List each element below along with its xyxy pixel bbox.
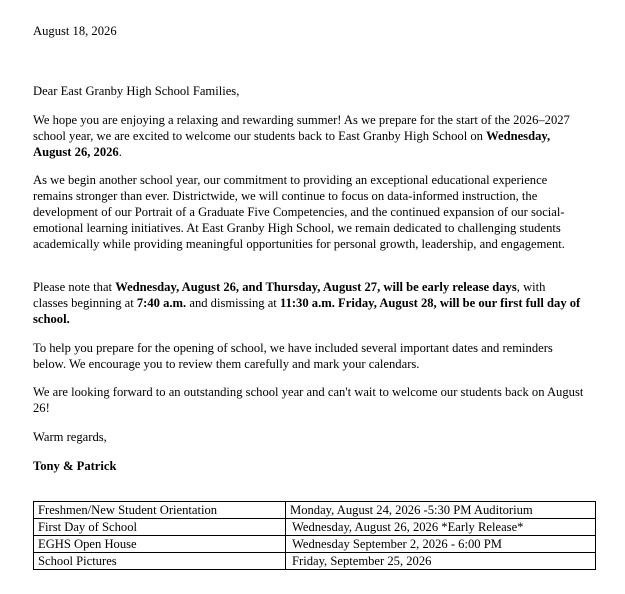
table-row [34, 519, 596, 536]
letter-date: August 18, 2026 [33, 24, 117, 38]
paragraph-closing-note: We are looking forward to an outstanding school year and can't wait to welcome our students back on August 26! [33, 385, 584, 415]
signature [33, 458, 593, 474]
event-name: First Day of School [34, 519, 286, 536]
intro-text: We hope you are enjoying a relaxing and rewarding summer! As we prepare for the start of the 2026–2027 school year, we are excited to welcome our students back to East Granby High School on [33, 113, 570, 143]
table-row [34, 502, 596, 519]
table-row [34, 536, 596, 553]
schedule-table [33, 501, 596, 570]
paragraph-dates-reminder: To help you prepare for the opening of school, we have included several important dates and reminders below. We encourage you to review them carefully and mark your calendars. [33, 341, 553, 371]
event-name: School Pictures [34, 553, 286, 570]
paragraph-intro [33, 112, 588, 160]
paragraph-early-release [33, 279, 583, 327]
event-date: Monday, August 24, 2026 -5:30 PM Auditorium [286, 502, 596, 519]
event-date: Wednesday September 2, 2026 - 6:00 PM [286, 536, 596, 553]
early-release-days: Wednesday, August 26, and Thursday, August 27, will be early release days [115, 280, 517, 294]
start-time: 7:40 a.m. [136, 296, 187, 310]
event-name: EGHS Open House [34, 536, 286, 553]
salutation: Dear East Granby High School Families, [33, 84, 240, 98]
event-date: Wednesday, August 26, 2026 *Early Release* [286, 519, 596, 536]
early-release-text-3: and dismissing at [186, 296, 280, 310]
signature-names: Tony & Patrick [33, 459, 117, 473]
early-release-text-1: Please note that [33, 280, 116, 294]
table-row [34, 553, 596, 570]
paragraph-commitment: As we begin another school year, our commitment to providing an exceptional educational experience remains stronger than ever. Districtwide, we will continue to focus on data-informed instruction, the development of our Portrait of a Graduate Five Competencies, and the continued expansion of our social-emotional learning initiatives. At East Granby High School, we remain dedicated to challenging students academically while providing meaningful opportunities for personal growth, leadership, and engagement. [33, 173, 565, 251]
event-date: Friday, September 25, 2026 [286, 553, 596, 570]
closing: Warm regards, [33, 430, 107, 444]
intro-end: . [118, 145, 122, 159]
first-full-day: 11:30 a.m. Friday, August 28, will be our first full day of school. [33, 296, 581, 326]
start-date-highlight: Wednesday, August 26, 2026 [33, 129, 551, 159]
early-release-text-2: , with classes beginning at [33, 280, 546, 310]
event-name: Freshmen/New Student Orientation [34, 502, 286, 519]
